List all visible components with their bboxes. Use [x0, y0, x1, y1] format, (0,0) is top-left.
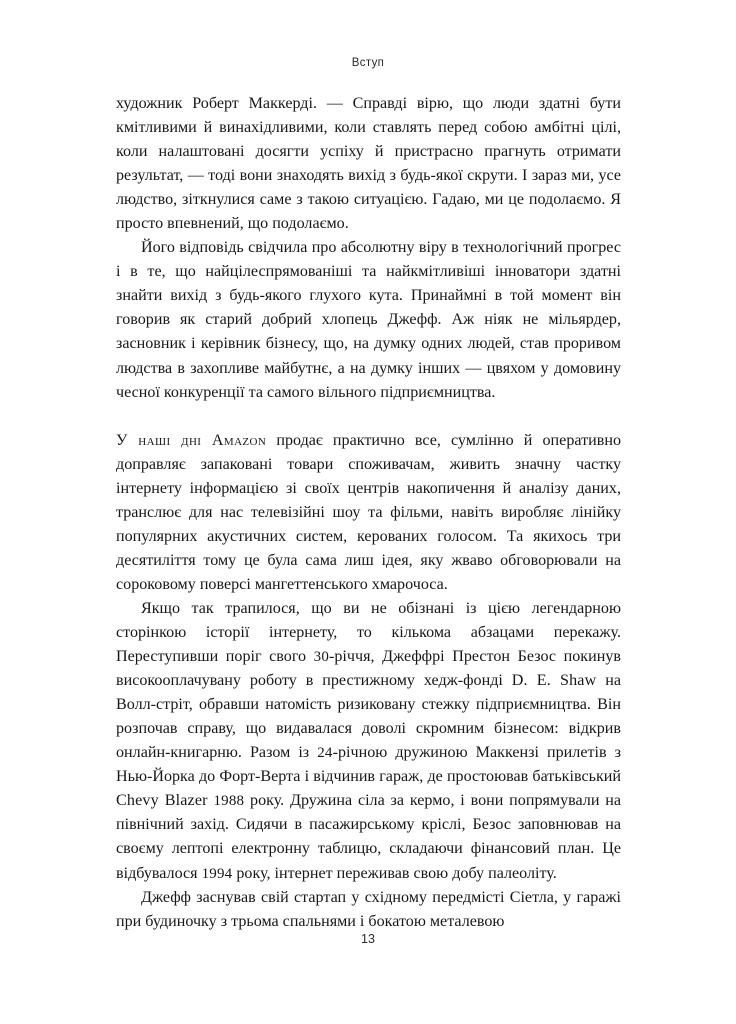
paragraph: Його відповідь свідчила про абсолютну віру в технологічний прогрес і в те, що найцілеспрямованіші та найкмітливіші інноватори здатні знайти вихід з будь-якого глухого кута. Принаймні в той момент він говорив як старий добрий хлопець Джефф. Аж ніяк не мільярдер, засновник і керівник бізнесу, що, на думку одних людей, став проривом людства в захопливе майбутнє, а на думку інших — цвяхом у домовину чесної конкуренції та самого вільного підприємництва.	[116, 239, 621, 401]
paragraph-section-start	[116, 429, 621, 597]
paragraph-continuation: художник Роберт Маккерді. — Справді вірю, що люди здатні бути кмітливими й винахідливими, коли ставлять перед собою амбітні цілі, коли налаштовані досягти успіху й пристрасно прагнуть отримати результат, — тоді вони знаходять вихід з будь-якої скрути. І зараз ми, усе людство, зіткнулися саме з такою ситуацією. Гадаю, ми це подолаємо. Я просто впевнений, що подолаємо.	[116, 95, 621, 233]
paragraph-segment: року. Дружина сіла за кермо, і вони попрямували на північний захід. Сидячи в пасажирському кріслі, Безос заповнював на своєму лептопі електронну таблицю, складаючи фінансовий план. Це відбувалося	[116, 792, 622, 882]
paragraph	[116, 597, 621, 886]
inline-number: 30	[313, 649, 330, 666]
page-number: 13	[361, 932, 375, 946]
inline-number: 24	[317, 745, 333, 762]
paragraph: Джефф заснував свій стартап у східному передмісті Сіетла, у гаражі при будиночку з трьома спальнями і бокатою металевою	[116, 888, 621, 930]
inline-number: 1994	[201, 865, 233, 882]
running-head: Вступ	[351, 57, 385, 69]
paragraph-segment: на Волл-стріт, обравши натомість ризиковану стежку підприємництва. Він розпочав справу, що видавалася доволі скромним бізнесом: відкрив онлайн-книгарню. Разом із	[116, 672, 622, 762]
inline-latin-name: Chevy Blazer	[116, 792, 208, 810]
smallcaps-opening-phrase: У наші дні Amazon	[116, 431, 267, 449]
inline-number: 1988	[213, 793, 245, 810]
paragraph-body-text: продає практично все, сумлінно й оперативно доправляє запаковані товари споживачам, живить значну частку інтернету інформацією зі своїх центрів накопичення й аналізу даних, транслює для нас телевізійні шоу та фільми, навіть виробляє лінійку популярних акустичних систем, керованих голосом. Та якихось три десятиліття тому це була сама лиш ідея, яку жваво обговорювали на сороковому поверсі мангеттенського хмарочоса.	[116, 431, 621, 593]
paragraph-segment: року, інтернет переживав свою добу палеоліту.	[232, 864, 557, 882]
body-text-block	[116, 92, 621, 934]
paragraph-segment: -річною дружиною Маккензі прилетів з Нью-Йорка до Форт-Верта і відчинив гараж, де простоював батьківський	[116, 744, 621, 786]
inline-latin-name: D. E. Shaw	[511, 672, 597, 690]
paragraph-segment: -річчя, Джеффрі Престон Безос покинув високооплачувану роботу в престижному хедж-фонді	[116, 648, 621, 690]
paragraph-segment: Якщо так трапилося, що ви не обізнані із цією легендарною сторінкою історії інтернету, то кількома абзацами перекажу. Переступивши поріг свого	[116, 599, 621, 666]
